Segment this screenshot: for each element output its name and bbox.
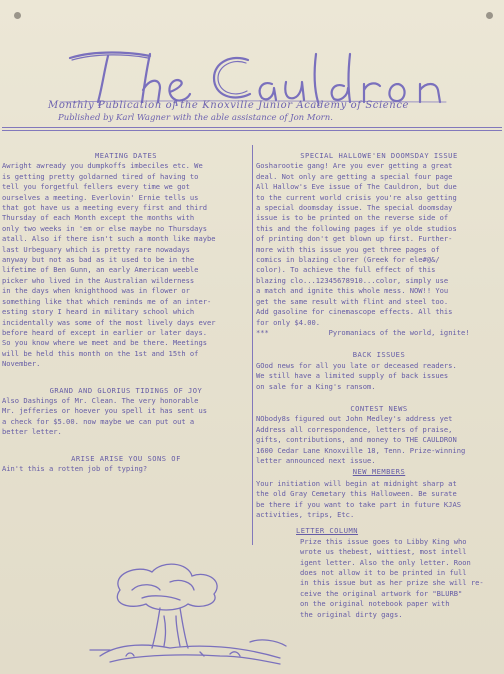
left-column — [2, 151, 250, 474]
right-column — [256, 151, 502, 620]
text-line: November. — [2, 359, 41, 369]
doomsday-footer — [256, 328, 502, 338]
back-issues-body — [256, 361, 502, 392]
text-line: Also Dashings of Mr. Clean. The very honorable — [2, 395, 199, 405]
contest-news-heading: CONTEST NEWS — [350, 403, 408, 413]
text-line: Add gasoline for cinemascope effects. All this — [256, 307, 453, 317]
text-line: Awright awready you dumpkoffs imbeciles etc. We — [2, 161, 203, 171]
column-divider — [252, 145, 253, 545]
text-line: the old Gray Cemetary this Halloween. Be surate — [256, 489, 457, 499]
text-line: activities, trips, Etc. — [256, 510, 355, 519]
text-line: a special doomsday issue. The special doomsday — [256, 203, 453, 213]
footer-slogan: Pyromaniacs of the world, ignite! — [328, 327, 470, 337]
text-line: better letter. — [2, 427, 62, 437]
text-line: is getting pretty goldarned tired of having to — [2, 171, 199, 181]
text-line: in the days when knighthood was in flower or — [2, 286, 190, 296]
text-line: GOod news for all you late or deceased readers. — [256, 360, 457, 370]
text-line: before heard of except in earlier or later days. — [2, 327, 207, 337]
text-line: color). To achieve the full effect of this — [256, 265, 436, 275]
text-line: in this issue but as her prize she will re- — [300, 578, 484, 588]
text-line: of printing don't get blown up first. Further- — [256, 234, 453, 244]
text-line: Address all correspondence, letters of praise, — [256, 424, 453, 434]
back-issues-heading: BACK ISSUES — [352, 350, 406, 360]
text-line: on the original notebook paper with — [300, 599, 450, 609]
text-line: for only $4.00. — [256, 317, 321, 327]
doomsday-body — [256, 161, 502, 338]
new-members-heading: NEW MEMBERS — [352, 467, 406, 477]
text-line: All Hallow's Eve issue of The Cauldron, but due — [256, 182, 457, 192]
text-line: does not allow it to be printed in full — [300, 568, 467, 578]
divider — [2, 130, 502, 131]
arise-heading: ARISE ARISE YOU SONS OF — [71, 453, 181, 463]
letter-column-heading: LETTER COLUMN — [296, 526, 359, 536]
text-line: ourselves a meeting. Everlovin' Ernie tells us — [2, 192, 199, 202]
mushroom-cloud-illustration — [80, 560, 300, 670]
text-line: wrote us thebest, wittiest, most intell — [300, 547, 467, 557]
masthead-credit: Published by Karl Wagner with the able assistance of Jon Morn. — [58, 113, 333, 123]
text-line: letter announced next issue. — [256, 455, 376, 465]
text-line: deal. Not only are getting a special four page — [256, 171, 453, 181]
text-line: only two weeks in 'em or else maybe no Thursdays — [2, 223, 207, 233]
text-line: anyway but not as bad as it used to be in the — [2, 255, 195, 265]
doomsday-heading: SPECIAL HALLOWE'EN DOOMSDAY ISSUE — [300, 151, 458, 160]
text-line: last Urbeguary which is pretty rare nowadays — [2, 244, 190, 254]
text-line: more with this issue you get three pages of — [256, 244, 440, 254]
text-line: get the same result with flint and steel too. — [256, 296, 449, 306]
text-line: igent letter. Also the only letter. Roon — [300, 557, 471, 567]
staple-hole — [14, 12, 21, 19]
text-line: esting story I heard in military school which — [2, 307, 195, 317]
text-line: be there if you want to take part in future KJAS — [256, 499, 461, 509]
meeting-dates-heading: MEATING DATES — [94, 151, 158, 160]
text-line: Mr. jefferies or hoever you spell it has sent us — [2, 406, 207, 416]
contest-news-body — [256, 414, 502, 466]
text-line: Gosharootie gang! Are you ever getting a great — [256, 161, 453, 171]
grand-tidings-heading: GRAND AND GLORIUS TIDINGS OF JOY — [49, 385, 203, 395]
divider — [2, 127, 502, 128]
text-line: the original dirty gags. — [300, 609, 403, 619]
text-line: to the current world crisis you're also getting — [256, 192, 457, 202]
text-line: that got have us a meeting every first and third — [2, 203, 207, 213]
masthead-subtitle: Monthly Publication of the Knoxville Junior Academy of Science — [48, 100, 410, 111]
text-line: ceive the original artwork for "BLURB" — [300, 588, 463, 598]
text-line: lifetime of Ben Gunn, an early American weeble — [2, 265, 199, 275]
text-line: on sale for a King's ransom. — [256, 381, 376, 391]
text-line: blazing clo...12345678910...color, simply use — [256, 275, 449, 285]
text-line: a check for $5.00. now maybe we can put out a — [2, 416, 195, 426]
text-line: tell you forgetful fellers every time we got — [2, 182, 190, 192]
text-line: Thursday of each Month except the months with — [2, 213, 195, 223]
text-line: this and the following pages if ye olde studios — [256, 223, 457, 233]
text-line: 1600 Cedar Lane Knoxville 18, Tenn. Prize-winning — [256, 445, 466, 455]
text-line: NObody8s figured out John Medley's address yet — [256, 414, 453, 424]
new-members-body — [256, 479, 502, 521]
staple-hole — [486, 12, 493, 19]
grand-tidings-body — [2, 396, 250, 438]
masthead-title-lettering — [0, 44, 504, 106]
text-line: gifts, contributions, and money to THE CAULDRON — [256, 435, 457, 445]
arise-body — [2, 464, 250, 474]
text-line: picker who lived in the Australian wilderness — [2, 275, 195, 285]
text-line: issue is to be printed on the reverse side of — [256, 213, 449, 223]
text-line: a match and ignite this whole mess. NOW!! You — [256, 286, 449, 296]
text-line: So you know where we meet and be there. Meetings — [2, 338, 207, 348]
meeting-dates-body — [2, 161, 250, 369]
text-line: something like that which reminds me of an inter- — [2, 296, 212, 306]
text-line: comics in blazing clorer (Greek for ele#@&/ — [256, 255, 440, 265]
text-line: We still have a limited supply of back issues — [256, 371, 449, 381]
text-line: Your initiation will begin at midnight sharp at — [256, 478, 457, 488]
text-line: will be held this month on the 1st and 15th of — [2, 348, 199, 358]
text-line: Prize this issue goes to Libby King who — [300, 536, 467, 546]
text-line: incidentally was some of the most lively days ever — [2, 317, 216, 327]
text-line: atall. Also if there isn't such a month like maybe — [2, 234, 216, 244]
text-line: Ain't this a rotten job of typing? — [2, 463, 148, 473]
footer-stars: *** — [256, 327, 269, 337]
